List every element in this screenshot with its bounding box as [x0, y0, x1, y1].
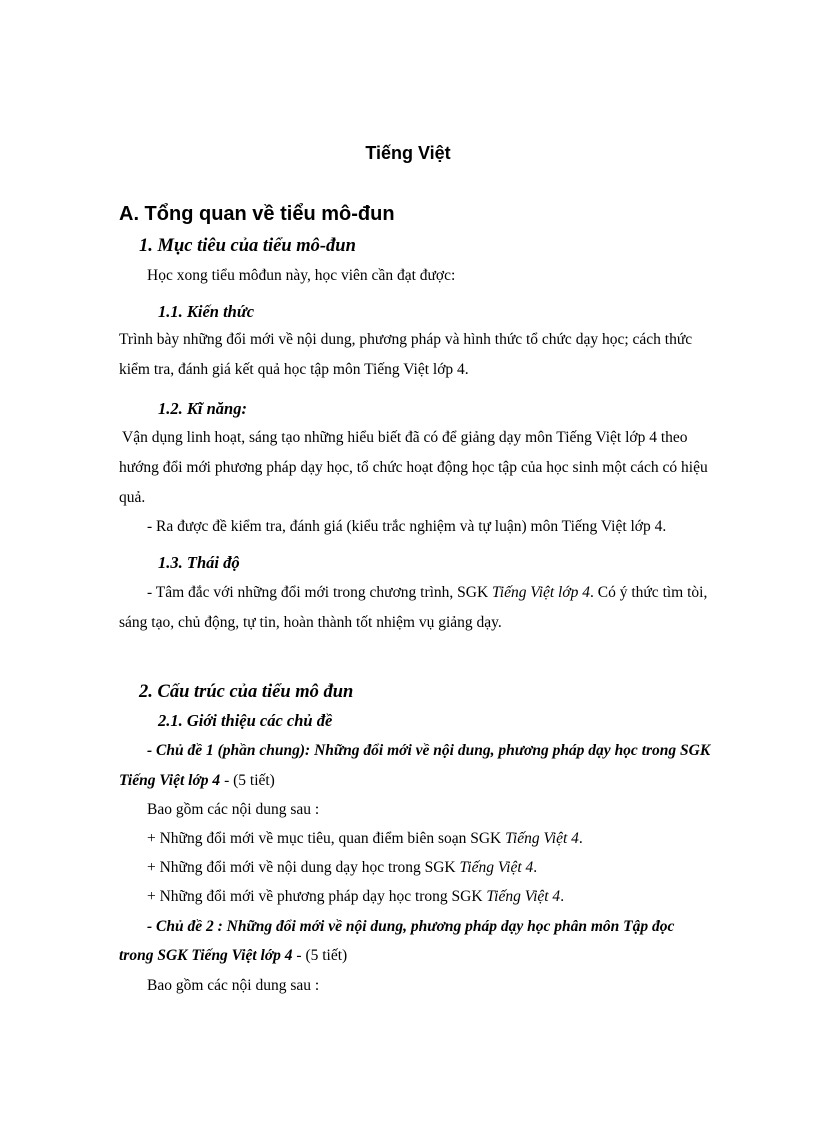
skills-line-3: quả.: [119, 489, 146, 506]
topic-1-item: [147, 887, 564, 907]
skills-line-4: - Ra được đề kiểm tra, đánh giá (kiểu trắc nghiệm và tự luận) môn Tiếng Việt lớp 4.: [147, 518, 667, 535]
skills-line-2: hướng đổi mới phương pháp dạy học, tổ chức hoạt động học tập của học sinh một cách có hiệu: [119, 459, 708, 476]
topic-1-item-end: .: [560, 888, 565, 905]
attitude-heading: 1.3. Thái độ: [158, 553, 240, 572]
topic-1-item-book: Tiếng Việt 4: [459, 859, 534, 876]
attitude-line-1: [147, 583, 707, 603]
attitude-line-1-end: . Có ý thức tìm tòi,: [590, 584, 708, 601]
topic-1-item-end: .: [578, 830, 583, 847]
topic-1-item-text: + Những đổi mới về nội dung dạy học trong SGK: [147, 859, 460, 876]
knowledge-line-2: kiểm tra, đánh giá kết quả học tập môn Tiếng Việt lớp 4.: [119, 361, 469, 378]
topic-2-book-title: trong SGK Tiếng Việt lớp 4: [119, 947, 293, 964]
section-1-heading: 1. Mục tiêu của tiểu mô-đun: [139, 236, 356, 256]
topics-intro-heading: 2.1. Giới thiệu các chủ đề: [158, 711, 333, 730]
skills-heading: 1.2. Kĩ năng:: [158, 399, 247, 418]
document-title: Tiếng Việt: [365, 143, 451, 163]
topic-1-item-end: .: [533, 859, 538, 876]
topic-1-book-title: Tiếng Việt lớp 4: [119, 772, 221, 789]
topic-1-item: [147, 829, 583, 849]
attitude-line-1-text: - Tâm đắc với những đổi mới trong chương trình, SGK: [147, 584, 493, 601]
topic-2-line-1: - Chủ đề 2 : Những đổi mới về nội dung, phương pháp dạy học phân môn Tập đọc: [147, 918, 675, 935]
topic-1-item-text: + Những đổi mới về mục tiêu, quan điểm biên soạn SGK: [147, 830, 506, 847]
topic-1-line-2: [119, 771, 275, 791]
topic-2-duration: - (5 tiết): [292, 947, 348, 964]
topic-1-item: [147, 858, 537, 878]
topic-2-intro: Bao gồm các nội dung sau :: [147, 977, 320, 994]
attitude-book-title: Tiếng Việt lớp 4: [492, 584, 591, 601]
knowledge-line-1: Trình bày những đổi mới về nội dung, phương pháp và hình thức tổ chức dạy học; cách thức: [119, 331, 693, 348]
skills-line-1: Vận dụng linh hoạt, sáng tạo những hiểu biết đã có để giảng dạy môn Tiếng Việt lớp 4 theo: [122, 429, 688, 446]
topic-1-item-book: Tiếng Việt 4: [486, 888, 561, 905]
section-a-heading: A. Tổng quan về tiểu mô-đun: [119, 203, 395, 225]
topic-1-item-book: Tiếng Việt 4: [505, 830, 579, 847]
topic-1-line-1: - Chủ đề 1 (phần chung): Những đổi mới về nội dung, phương pháp dạy học trong SGK: [147, 742, 711, 759]
topic-1-duration: - (5 tiết): [220, 772, 275, 789]
section-1-intro: Học xong tiểu môđun này, học viên cần đạt được:: [147, 267, 456, 284]
knowledge-heading: 1.1. Kiến thức: [158, 302, 255, 321]
section-2-heading: 2. Cấu trúc của tiểu mô đun: [139, 682, 354, 702]
topic-1-item-text: + Những đổi mới về phương pháp dạy học trong SGK: [147, 888, 487, 905]
attitude-line-2: sáng tạo, chủ động, tự tin, hoàn thành tốt nhiệm vụ giảng dạy.: [119, 614, 502, 631]
topic-1-intro: Bao gồm các nội dung sau :: [147, 801, 320, 818]
topic-2-line-2: [119, 946, 347, 966]
